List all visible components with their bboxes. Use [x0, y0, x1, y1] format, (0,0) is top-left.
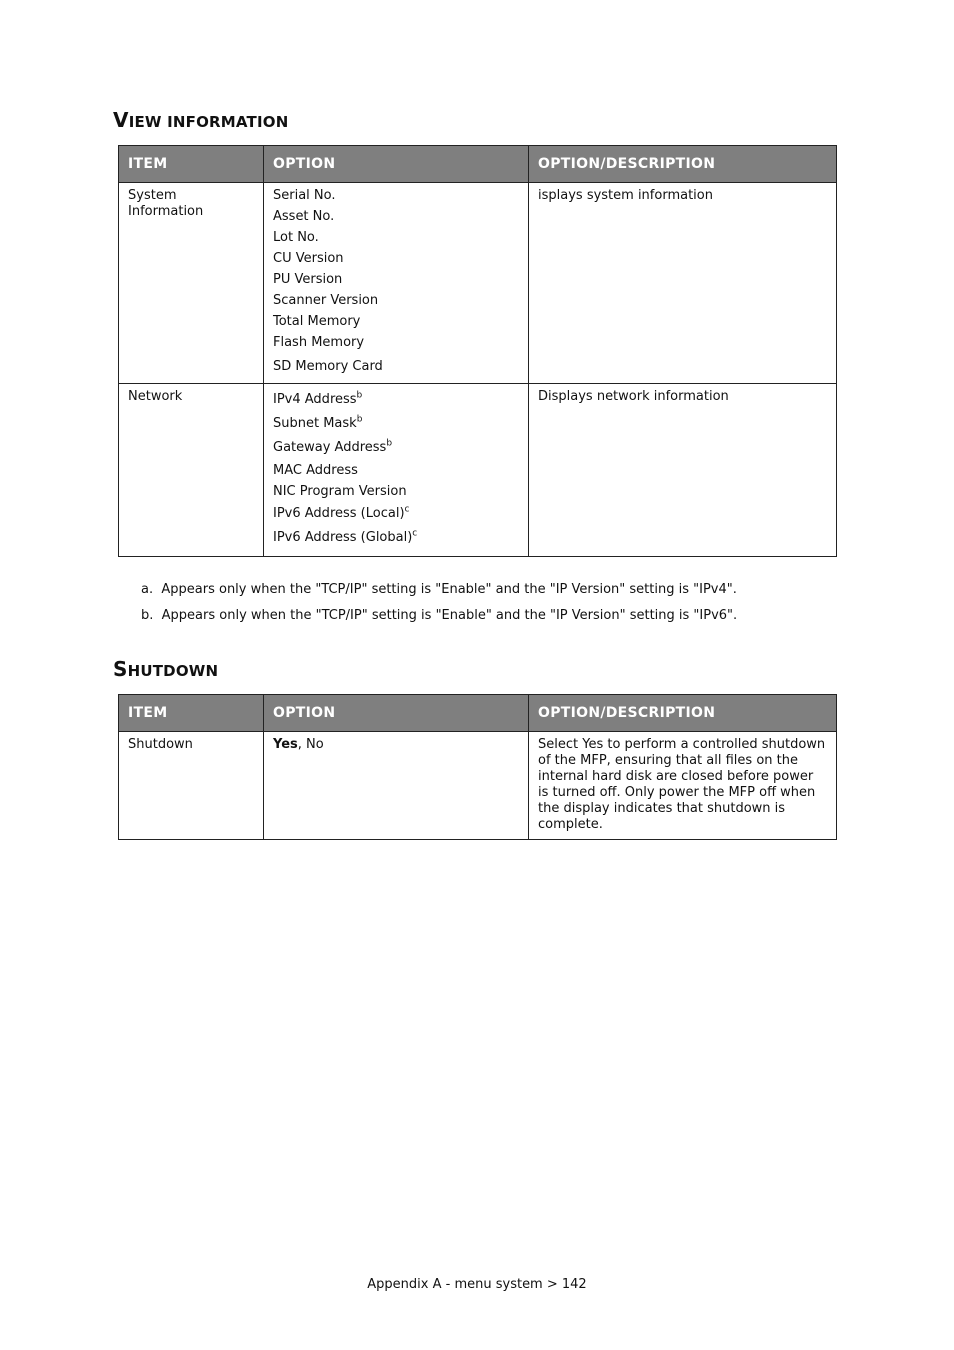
item-cell: Network	[119, 384, 264, 557]
header-option: OPTION	[264, 146, 529, 183]
table-row-network	[119, 384, 837, 557]
section-title-shutdown: SHUTDOWN	[113, 657, 219, 681]
options-cell	[264, 384, 529, 557]
option-scanner-version: Scanner Version	[273, 293, 379, 308]
table-header-row	[119, 695, 837, 732]
description-cell: isplays system information	[529, 183, 837, 384]
footnote-ref: b	[356, 390, 363, 401]
option-ipv6-address-global: IPv6 Address (Global)$^c$	[273, 528, 418, 545]
option-serial-no: Serial No.	[273, 188, 336, 203]
shutdown-table	[118, 694, 837, 840]
option-ipv6-address-local: IPv6 Address (Local)$^c$	[273, 504, 410, 521]
options-cell: Yes, No	[264, 732, 529, 840]
table-header-row	[119, 146, 837, 183]
header-option-description: OPTION/DESCRIPTION	[529, 146, 837, 183]
footnote-b: b. Appears only when the "TCP/IP" setting is "Enable" and the "IP Version" setting is "IPv6".	[141, 608, 738, 623]
footnote-a: a. Appears only when the "TCP/IP" setting is "Enable" and the "IP Version" setting is "IPv4".	[141, 582, 737, 597]
view-information-table	[118, 145, 837, 557]
option-sd-memory-card: SD Memory Card	[273, 359, 383, 374]
options-cell	[264, 183, 529, 384]
footnote-ref: b	[356, 414, 363, 425]
footnote-ref: b	[386, 438, 393, 449]
option-lot-no: Lot No.	[273, 230, 319, 245]
header-option: OPTION	[264, 695, 529, 732]
option-mac-address: MAC Address	[273, 463, 358, 478]
option-subnet-mask: Subnet Mask$^b$	[273, 414, 363, 431]
footnote-ref: c	[404, 504, 410, 515]
header-item: ITEM	[119, 146, 264, 183]
option-pu-version: PU Version	[273, 272, 343, 287]
option-nic-program-version: NIC Program Version	[273, 484, 407, 499]
page-footer: Appendix A - menu system > 142	[367, 1277, 587, 1292]
table-row-shutdown	[119, 732, 837, 840]
table-row-system-information	[119, 183, 837, 384]
option-cu-version: CU Version	[273, 251, 344, 266]
option-ipv4-address: IPv4 Address$^b$	[273, 390, 363, 407]
option-flash-memory: Flash Memory	[273, 335, 365, 350]
item-cell: Shutdown	[119, 732, 264, 840]
description-cell: Displays network information	[529, 384, 837, 557]
option-gateway-address: Gateway Address$^b$	[273, 438, 393, 455]
header-item: ITEM	[119, 695, 264, 732]
section-title-view-information: VIEW INFORMATION	[113, 108, 289, 132]
option-asset-no: Asset No.	[273, 209, 335, 224]
footnote-ref: c	[412, 528, 418, 539]
description-cell: Select Yes to perform a controlled shutdown of the MFP, ensuring that all files on the internal hard disk are closed before power is turned off. Only power the MFP off when the display indicates that shutdown is complete.	[529, 732, 837, 840]
header-option-description: OPTION/DESCRIPTION	[529, 695, 837, 732]
default-option: Yes	[273, 737, 298, 752]
option-total-memory: Total Memory	[273, 314, 361, 329]
item-cell: System Information	[119, 183, 264, 384]
